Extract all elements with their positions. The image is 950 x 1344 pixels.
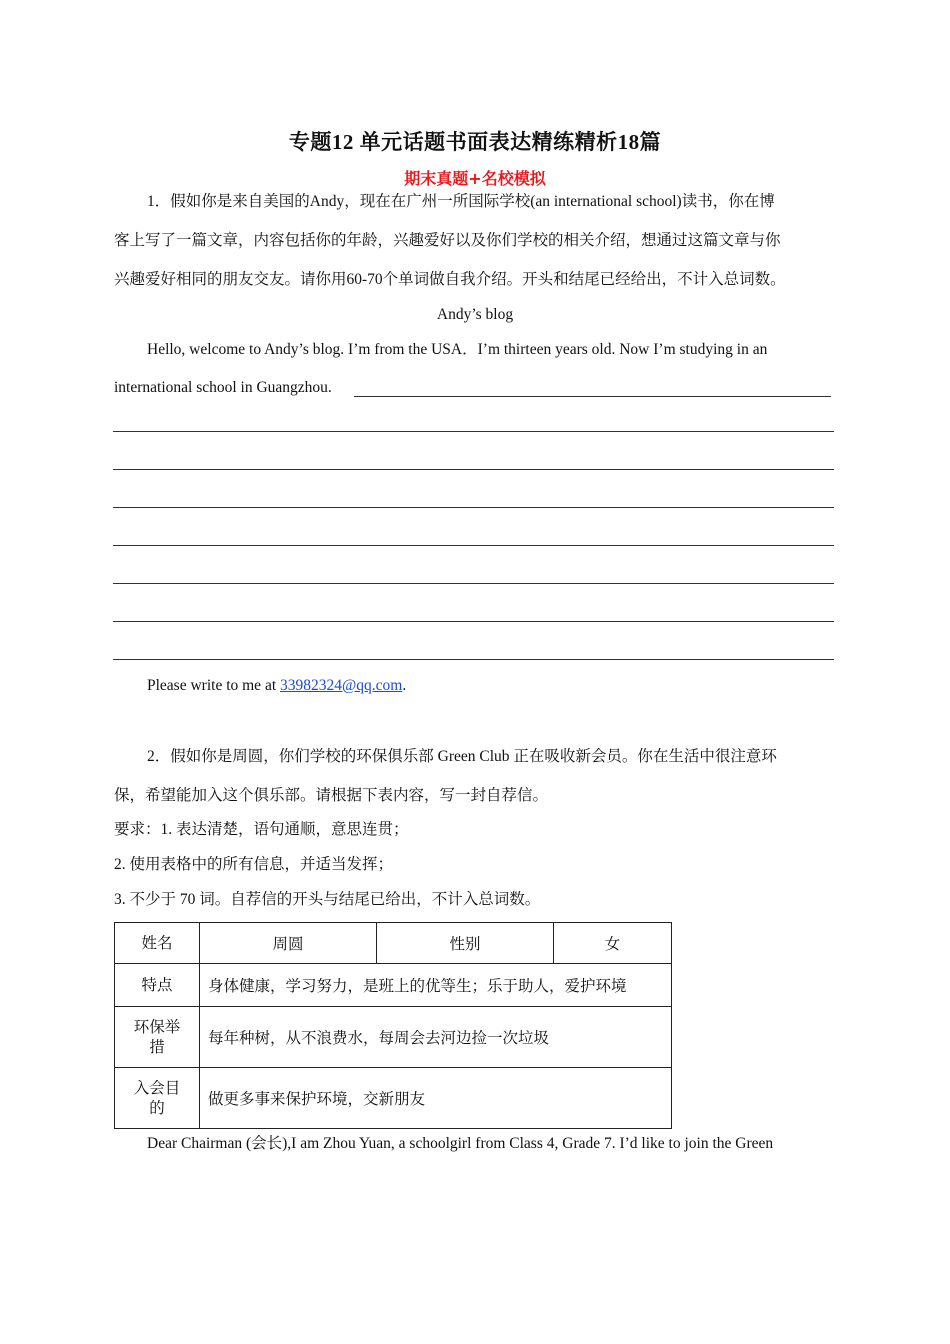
q1-prompt-line-1: 1．假如你是来自美国的Andy，现在在广州一所国际学校(an international school)读书，你在博	[147, 193, 775, 210]
q2-requirement-3: 3. 不少于 70 词。自荐信的开头与结尾已给出，不计入总词数。	[114, 891, 541, 908]
document-subtitle: 期末真题+名校模拟	[404, 169, 546, 188]
purpose-label	[115, 1068, 200, 1129]
gender-label: 性别	[377, 923, 554, 964]
q1-prompt-line-2: 客上写了一篇文章，内容包括你的年龄，兴趣爱好以及你们学校的相关介绍，想通过这篇文章与你	[114, 232, 781, 249]
blog-closing	[147, 676, 406, 696]
blog-opening-line-1: Hello, welcome to Andy’s blog. I’m from the USA．I’m thirteen years old. Now I’m studying in an	[147, 341, 768, 358]
answer-line	[113, 545, 834, 546]
document-title: 专题12 单元话题书面表达精练精析18篇	[288, 130, 662, 154]
gender-value: 女	[554, 923, 672, 964]
letter-opening: Dear Chairman (会长),I am Zhou Yuan, a schoolgirl from Class 4, Grade 7. I’d like to join the Green	[147, 1135, 774, 1152]
answer-line	[113, 469, 834, 470]
email-link[interactable]: 33982324@qq.com	[280, 677, 403, 694]
blog-title: Andy’s blog	[436, 306, 514, 323]
answer-line	[113, 583, 834, 584]
q2-prompt-line-2: 保，希望能加入这个俱乐部。请根据下表内容，写一封自荐信。	[114, 787, 549, 804]
info-table	[114, 922, 672, 1129]
measures-label	[115, 1007, 200, 1068]
answer-line	[113, 621, 834, 622]
q2-requirement-1: 要求：1. 表达清楚，语句通顺，意思连贯；	[114, 821, 409, 838]
name-label: 姓名	[115, 923, 200, 964]
purpose-label-line-2: 的	[149, 1099, 165, 1117]
table-row	[115, 923, 672, 964]
answer-line	[113, 507, 834, 508]
closing-suffix: .	[402, 677, 407, 694]
answer-line	[113, 431, 834, 432]
purpose-value: 做更多事来保护环境，交新朋友	[200, 1068, 672, 1129]
table-row	[115, 1007, 672, 1068]
table-row	[115, 1068, 672, 1129]
q1-prompt-line-3: 兴趣爱好相同的朋友交友。请你用60-70个单词做自我介绍。开头和结尾已经给出，不计入总词数。	[114, 271, 786, 288]
measures-label-line-1: 环保举	[133, 1018, 181, 1036]
answer-line	[354, 396, 831, 397]
purpose-label-line-1: 入会目	[133, 1079, 181, 1097]
closing-prefix: Please write to me at	[147, 677, 280, 694]
answer-line	[113, 659, 834, 660]
q2-requirement-2: 2. 使用表格中的所有信息，并适当发挥；	[114, 856, 394, 873]
q2-prompt-line-1: 2．假如你是周圆，你们学校的环保俱乐部 Green Club 正在吸收新会员。你在生活中很注意环	[147, 748, 777, 765]
table-row	[115, 964, 672, 1007]
traits-value: 身体健康，学习努力，是班上的优等生；乐于助人，爱护环境	[200, 964, 672, 1007]
measures-value: 每年种树，从不浪费水，每周会去河边捡一次垃圾	[200, 1007, 672, 1068]
blog-opening-line-2: international school in Guangzhou.	[114, 379, 332, 396]
name-value: 周圆	[200, 923, 377, 964]
traits-label: 特点	[115, 964, 200, 1007]
measures-label-line-2: 措	[149, 1038, 165, 1056]
